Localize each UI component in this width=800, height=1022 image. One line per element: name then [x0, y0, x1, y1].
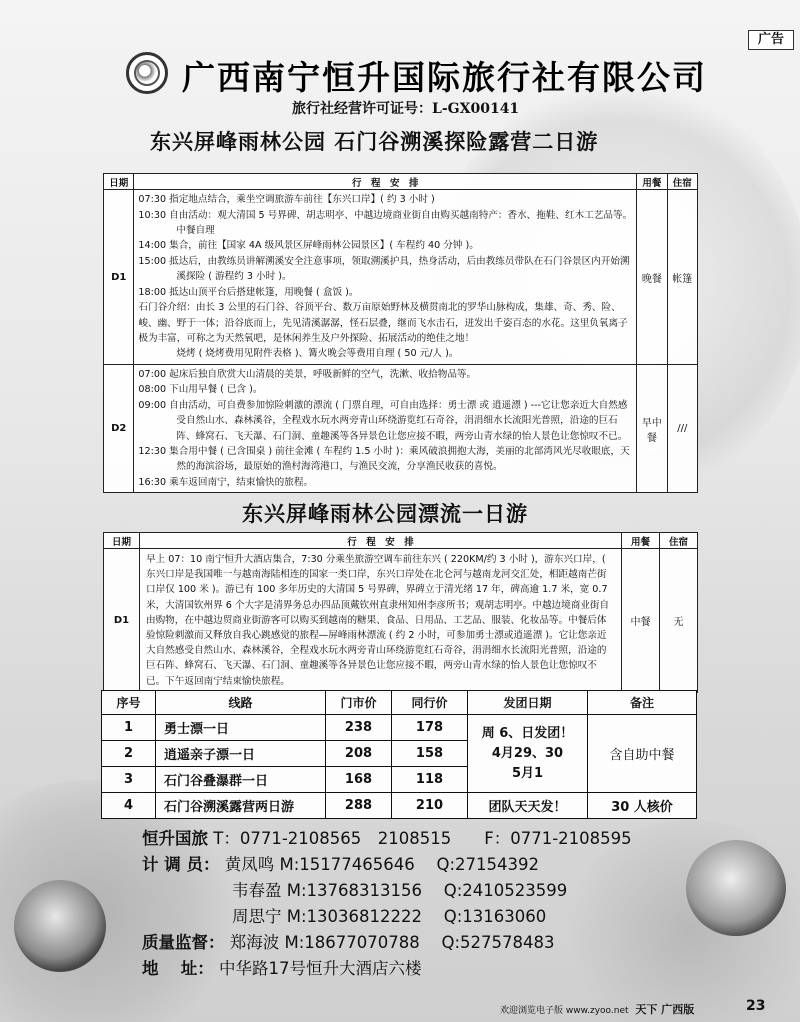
row-route: 石门谷叠瀑群一日 — [156, 767, 326, 793]
row-trade: 178 — [392, 715, 468, 741]
schedule-line: 09:00 自由活动，可自费参加惊险刺激的漂流 ( 门票自理，可自由选择：勇士漂 或 逍遥漂 ) ---它让您亲近大自然感 — [138, 399, 628, 411]
contact-text: 韦春盈 M:13768313156 Q:2410523599 — [232, 881, 568, 900]
departure-daily: 团队天天发！ — [468, 793, 588, 819]
table-header-row — [102, 691, 697, 715]
header-date: 日期 — [104, 174, 134, 190]
schedule-line: 08:00 下山用早餐 ( 已含 )。 — [138, 384, 263, 396]
day-label: D1 — [104, 190, 134, 365]
license-number: 旅行社经营许可证号：L-GX00141 — [292, 101, 520, 117]
day-schedule — [134, 365, 637, 493]
tour1-itinerary-table — [103, 173, 698, 493]
schedule-line: 极为丰富，可称之为天然氧吧，是休闲养生及户外探险、拓展活动的绝佳之地！ — [138, 332, 475, 344]
row-route: 逍遥亲子漂一日 — [156, 741, 326, 767]
contact-line — [232, 877, 567, 901]
table-row — [104, 549, 698, 693]
note-meal: 含自助中餐 — [588, 715, 697, 793]
row-retail: 238 — [326, 715, 392, 741]
contact-label: 质量监督： — [142, 933, 225, 952]
schedule-line: 10:30 自由活动：观大清国 5 号界碑、胡志明亭、中越边境商业街自由购买越南特产：香水、拖鞋、红木工艺品等。 — [138, 209, 633, 221]
contact-label: 计 调 员： — [142, 855, 220, 874]
company-name: 广西南宁恒升国际旅行社有限公司 — [182, 58, 707, 97]
contact-text: 郑海波 M:18677070788 Q:527578483 — [229, 933, 555, 952]
schedule-line: 烧烤 ( 烧烤费用见附件表格 )、篝火晚会等费用自理 ( 50 元/人 )。 — [176, 348, 459, 360]
day-label: D1 — [104, 549, 140, 693]
departure-dates — [468, 715, 588, 793]
meal-cell: 晚餐 — [637, 190, 667, 365]
header-retail: 门市价 — [326, 691, 392, 715]
departure-line: 5月1 — [511, 765, 544, 781]
contact-label: 地 址： — [142, 959, 214, 978]
header-schedule: 行 程 安 排 — [134, 174, 637, 190]
contact-text: 黄凤鸣 M:15177465646 Q:27154392 — [224, 855, 540, 874]
row-no: 1 — [102, 715, 156, 741]
schedule-line: 峻、幽、野于一体；沿谷底而上，先见清溪潺潺，怪石层叠，继而飞水击石，迸发出千姿百态的水花。这里负氧离子 — [138, 317, 628, 329]
table-row — [104, 190, 698, 365]
schedule-line: 07:30 指定地点结合，乘坐空调旅游车前往【东兴口岸】( 约 3 小时 ) — [138, 194, 435, 206]
header-note: 备注 — [588, 691, 697, 715]
day-label: D2 — [104, 365, 134, 493]
day-schedule: 早上 07：10 南宁恒升大酒店集合，7:30 分乘坐旅游空调车前往东兴 ( 220KM/约 3 小时 )，游东兴口岸，( 东兴口岸是我国唯一与越南海陆相连的国家一类口岸，东兴口岸处在北仑河与越南龙河交汇处，相距越南芒街口岸仅 100 米 )。游已有 100 多年历史的大清国 5 号界碑，界碑立于清光绪 17 年，碑高逾 1.7 米，宽 0.7 米，大清国钦州界 6 个大字是清界务总办四品顶戴钦州直隶州知州李彦所书；观胡志明亭。中越边境商业街自由购物，在中越边贸商业街游客可以购买到越南的糖果、食品、日用品、工艺品、服装、化妆品等。中餐后体验惊险刺激而又释放自我心跳感觉的旅程—屏峰雨林漂流 ( 约 2 小时，可参加勇士漂或逍遥漂 )。它让您亲近大自然感受自然山水、森林溪谷，全程戏水玩水两旁青山环绕游览红石奇谷，涓涓细水长流阳光普照，沿途的巨石阵、蜂窝石、飞天瀑、石门洞、童趣溪等各异景色让您应接不暇，两旁山青水绿的怡人景色让您惊叹不已。下午返回南宁结束愉快旅程。 — [140, 549, 622, 693]
tree-decoration — [686, 840, 786, 936]
schedule-line: 受自然山水、森林溪谷，全程戏水玩水两旁青山环绕游览红石奇谷，涓涓细水长流阳光普照，沿途的巨石 — [176, 415, 618, 427]
row-retail: 168 — [326, 767, 392, 793]
tour2-title: 东兴屏峰雨林公园漂流一日游 — [242, 502, 528, 526]
price-table — [101, 690, 697, 819]
schedule-line: 15:00 抵达后，由教练员讲解溯溪安全注意事项，领取溯溪护具，热身活动，后由教练员带队在石门谷景区内开始溯 — [138, 255, 630, 267]
company-logo — [126, 52, 168, 94]
schedule-line: 18:00 抵达山顶平台后搭建帐篷，用晚餐 ( 盒饭 )。 — [138, 286, 359, 298]
contact-line — [142, 825, 632, 849]
row-trade: 158 — [392, 741, 468, 767]
table-header-row — [104, 533, 698, 549]
schedule-line: 14:00 集合，前往【国家 4A 级风景区屏峰雨林公园景区】( 车程约 40 分钟 )。 — [138, 240, 479, 252]
header-meal: 用餐 — [637, 174, 667, 190]
tree-decoration — [14, 880, 106, 972]
contact-line — [142, 929, 555, 953]
header-departure: 发团日期 — [468, 691, 588, 715]
header-route: 线路 — [156, 691, 326, 715]
row-no: 3 — [102, 767, 156, 793]
schedule-line: 16:30 乘车返回南宁，结束愉快的旅程。 — [138, 476, 314, 488]
row-route: 石门谷溯溪露营两日游 — [156, 793, 326, 819]
contact-text: 中华路17号恒升大酒店六楼 — [219, 959, 422, 978]
tour1-title: 东兴屏峰雨林公园 石门谷溯溪探险露营二日游 — [150, 130, 599, 154]
schedule-line: 石门谷介绍：由长 3 公里的石门谷、谷顶平台、数万亩原始野林及横贯南北的罗华山脉构成，集雄、奇、秀、险、 — [138, 302, 621, 314]
tour2-itinerary-table — [103, 532, 698, 693]
departure-line: 4月29、30 — [491, 745, 564, 761]
row-retail: 208 — [326, 741, 392, 767]
header-stay: 住宿 — [660, 533, 698, 549]
row-no: 4 — [102, 793, 156, 819]
schedule-line: 07:00 起床后独自欣赏大山清晨的美景，呼吸新鲜的空气，洗漱、收拾物品等。 — [138, 369, 477, 380]
ad-tag: 广告 — [748, 30, 794, 50]
row-no: 2 — [102, 741, 156, 767]
contact-line — [142, 955, 422, 979]
departure-line: 周 6、日发团！ — [481, 725, 574, 741]
header-trade: 同行价 — [392, 691, 468, 715]
schedule-line: 溪探险 ( 游程约 3 小时 )。 — [176, 271, 292, 283]
contact-label: 恒升国旅 — [142, 829, 208, 848]
schedule-line: 然的海滨浴场，最原始的渔村海湾港口，与渔民交流，分享渔民收获的喜悦。 — [176, 461, 503, 473]
schedule-line: 阵、蜂窝石、飞天瀑、石门洞、童趣溪等各异景色让您应接不暇，两旁山青水绿的怡人景色让您惊叹不已。 — [176, 430, 628, 442]
meal-cell: 早中餐 — [637, 365, 667, 493]
row-trade: 210 — [392, 793, 468, 819]
schedule-line: 12:30 集合用中餐 ( 已含围桌 ) 前往金滩 ( 车程约 1.5 小时 )：乘风破浪拥抱大海，美丽的北部湾风光尽收眼底，天 — [138, 446, 630, 458]
row-trade: 118 — [392, 767, 468, 793]
contact-text: T：0771-2108565 2108515 F：0771-2108595 — [213, 829, 632, 848]
header-no: 序号 — [102, 691, 156, 715]
table-row — [102, 793, 697, 819]
schedule-line: 中餐自理 — [176, 225, 215, 237]
day-schedule — [134, 190, 637, 365]
contact-text: 周思宁 M:13036812222 Q:13163060 — [232, 907, 547, 926]
header-date: 日期 — [104, 533, 140, 549]
contact-line — [232, 903, 546, 927]
row-route: 勇士漂一日 — [156, 715, 326, 741]
table-row — [104, 365, 698, 493]
meal-cell: 中餐 — [622, 549, 660, 693]
stay-cell: /// — [667, 365, 697, 493]
contact-line — [142, 851, 539, 875]
header-stay: 住宿 — [667, 174, 697, 190]
page-number: 23 — [746, 998, 766, 1014]
table-header-row — [104, 174, 698, 190]
note-pricing: 30 人核价 — [588, 793, 697, 819]
footer-brand: 天下 广西版 — [635, 1003, 695, 1016]
stay-cell: 无 — [660, 549, 698, 693]
header-meal: 用餐 — [622, 533, 660, 549]
stay-cell: 帐篷 — [667, 190, 697, 365]
header-schedule: 行 程 安 排 — [140, 533, 622, 549]
footer-text: 欢迎浏览电子版 www.zyoo.net — [500, 1006, 629, 1016]
table-row — [102, 715, 697, 741]
row-retail: 288 — [326, 793, 392, 819]
footer — [500, 1001, 694, 1017]
